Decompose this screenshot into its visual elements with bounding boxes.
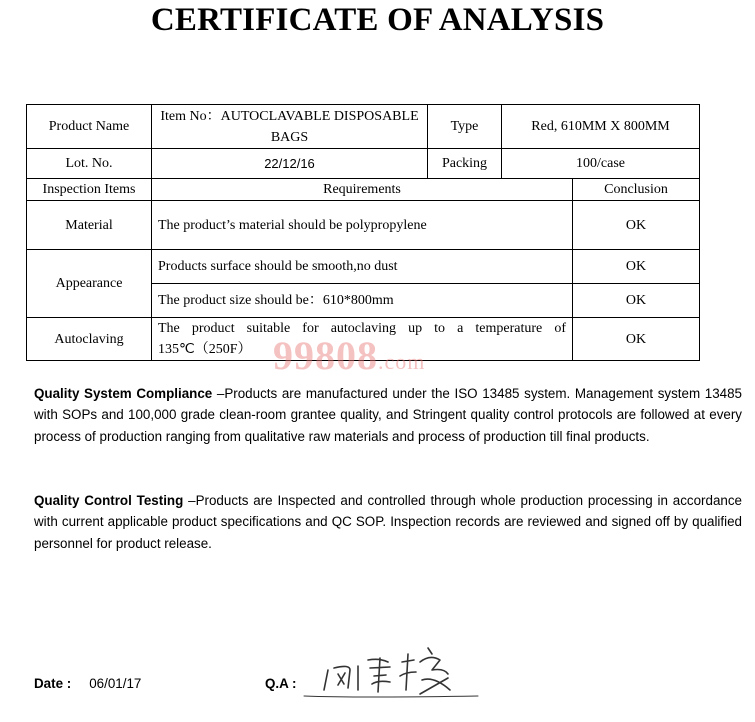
product-name-line1: Item No：AUTOCLAVABLE DISPOSABLE [160, 108, 419, 124]
document-title: CERTIFICATE OF ANALYSIS [150, 2, 605, 38]
quality-system-text: –Products are manufactured under the ISO 13485 system. Management system 13485 with SOPs and 100,000 grade clean-room grantee quality, and Stringent quality control protocols are followed at every process of production ranging from qualitative raw materials and process of production till final products. [34, 386, 742, 444]
conclusion-value: OK [573, 250, 700, 284]
qa-label-block [265, 676, 297, 691]
qa-label: Q.A : [265, 676, 297, 691]
conclusion-value: OK [573, 284, 700, 318]
column-header-conclusion: Conclusion [573, 179, 700, 201]
lot-value: 22/12/16 [152, 149, 428, 179]
inspection-item: Appearance [27, 250, 152, 318]
product-name-line2: BAGS [270, 129, 309, 145]
quality-control-paragraph [34, 490, 742, 554]
quality-control-heading: Quality Control Testing [34, 493, 184, 508]
requirement-text: Products surface should be smooth,no dust [152, 250, 573, 284]
date-value: 06/01/17 [89, 676, 142, 691]
product-name-value [152, 105, 428, 149]
requirement-text: The product’s material should be polypropylene [152, 201, 573, 250]
inspection-item: Material [27, 201, 152, 250]
conclusion-value: OK [573, 201, 700, 250]
inspection-item: Autoclaving [27, 318, 152, 361]
table-header-row [27, 179, 700, 201]
packing-label: Packing [428, 149, 502, 179]
watermark [273, 332, 425, 379]
table-row [27, 201, 700, 250]
requirement-text: The product size should be：610*800mm [152, 284, 573, 318]
date-block [34, 676, 141, 691]
table-row [27, 149, 700, 179]
product-name-label: Product Name [27, 105, 152, 149]
column-header-inspection: Inspection Items [27, 179, 152, 201]
quality-system-paragraph [34, 383, 742, 447]
analysis-table [26, 104, 700, 361]
lot-label: Lot. No. [27, 149, 152, 179]
column-header-requirements: Requirements [152, 179, 573, 201]
quality-system-heading: Quality System Compliance [34, 386, 213, 401]
watermark-main: 99808 [273, 333, 378, 378]
watermark-suffix: .com [378, 349, 426, 374]
type-value: Red, 610MM X 800MM [502, 105, 700, 149]
table-row [27, 105, 700, 149]
qa-signature [298, 640, 483, 700]
table-row [27, 250, 700, 284]
conclusion-value: OK [573, 318, 700, 361]
requirement-text: The product suitable for autoclaving up to a temperature of 135℃（250F） [152, 318, 573, 361]
type-label: Type [428, 105, 502, 149]
quality-control-text: –Products are Inspected and controlled through whole production processing in accordance with current applicable product specifications and QC SOP. Inspection records are reviewed and signed off by qualified personnel for product release. [34, 493, 742, 551]
date-label: Date : [34, 676, 72, 691]
packing-value: 100/case [502, 149, 700, 179]
